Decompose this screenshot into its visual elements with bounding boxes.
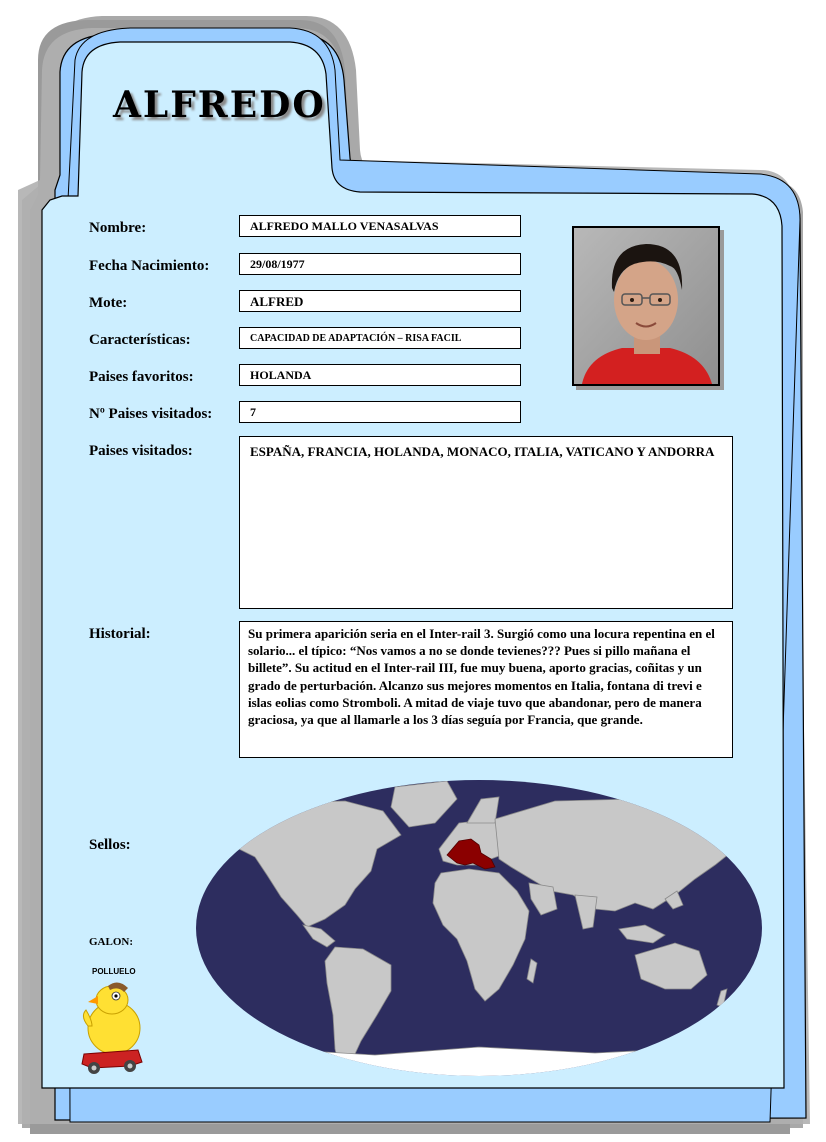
chick-badge-icon (78, 976, 148, 1076)
field-paises-visitados: ESPAÑA, FRANCIA, HOLANDA, MONACO, ITALIA, VATICANO Y ANDORRA (239, 436, 733, 609)
label-paises-visitados: Paises visitados: (89, 443, 193, 459)
person-portrait-icon (574, 228, 718, 384)
label-nombre: Nombre: (89, 220, 147, 236)
label-caracteristicas: Características: (89, 332, 191, 348)
field-fecha-nacimiento: 29/08/1977 (239, 253, 521, 275)
label-mote: Mote: (89, 295, 128, 311)
label-paises-favoritos: Paises favoritos: (89, 369, 194, 385)
field-mote: ALFRED (239, 290, 521, 312)
galon-badge-text: POLLUELO (92, 967, 136, 976)
label-sellos: Sellos: (89, 837, 131, 853)
field-caracteristicas: CAPACIDAD DE ADAPTACIÓN – RISA FACIL (239, 327, 521, 349)
field-nombre: ALFREDO MALLO VENASALVAS (239, 215, 521, 237)
label-num-paises-visitados: Nº Paises visitados: (89, 406, 213, 422)
field-num-paises-visitados: 7 (239, 401, 521, 423)
label-fecha-nacimiento: Fecha Nacimiento: (89, 258, 210, 274)
field-paises-favoritos: HOLANDA (239, 364, 521, 386)
label-galon: GALON: (89, 936, 133, 948)
profile-photo (572, 226, 720, 386)
field-historial: Su primera aparición seria en el Inter-rail 3. Surgió como una locura repentina en el solario... el típico: “Nos vamos a no se donde tevienes??? Pues si pillo mañana el billete”. Su actitud en el Inter-rail III, fue muy buena, aporto gracias, coñitas y un grado de perturbación. Alcanzo sus mejores momentos en Italia, fontana di trevi e islas eolias como Stromboli. A mitad de viaje tuvo que abandonar, pero de manera graciosa, ya que al llamarle a los 3 días seguía por Francia, que grande. (239, 621, 733, 758)
card-title: ALFREDO (113, 84, 326, 126)
world-map (195, 779, 763, 1077)
label-historial: Historial: (89, 626, 151, 642)
